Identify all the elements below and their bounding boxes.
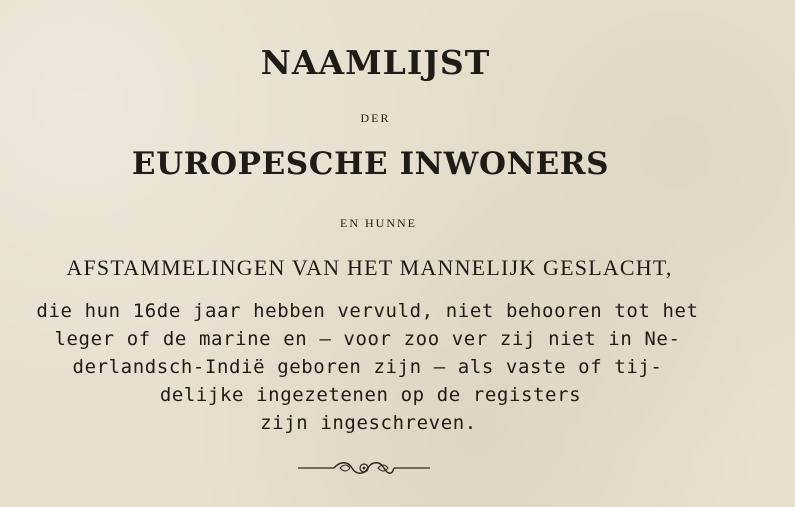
document-subtitle: EUROPESCHE INWONERS [131, 146, 610, 182]
descendants-line: AFSTAMMELINGEN VAN HET MANNELIJK GESLACHT, [66, 255, 673, 280]
connector-en-hunne: EN HUNNE [340, 216, 417, 230]
connector-der: DER [360, 111, 391, 125]
ornamental-divider [294, 456, 434, 480]
body-line-1: die hun 16de jaar hebben vervuld, niet behooren tot het [36, 300, 699, 322]
body-line-5: zijn ingeschreven. [260, 412, 477, 434]
body-line-4: delijke ingezetenen op de registers [159, 384, 582, 406]
document-title: NAAMLIJST [260, 43, 491, 82]
body-line-2: leger of de marine en — voor zoo ver zij niet in Ne- [54, 328, 681, 350]
body-line-3: derlandsch-Indië geboren zijn — als vaste of tij- [72, 356, 663, 378]
